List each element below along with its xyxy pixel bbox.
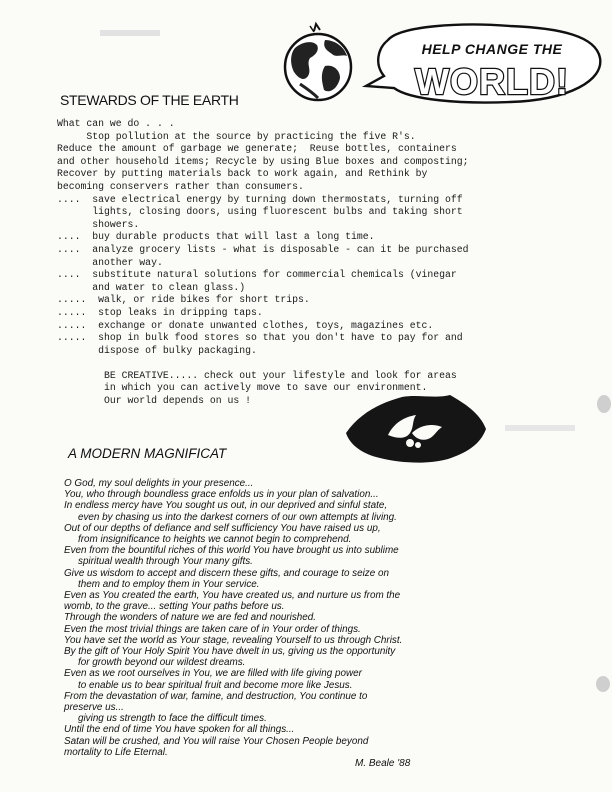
body-line: .... substitute natural solutions for commercial chemicals (vinegar — [57, 269, 457, 281]
body-line: .... analyze grocery lists - what is disposable - can it be purchased — [57, 243, 469, 255]
body-line: and water to clean glass.) — [57, 281, 246, 293]
poem-line: You have set the world as Your stage, revealing Yourself to us through Christ. — [64, 634, 403, 646]
poem-line: Give us wisdom to accept and discern these gifts, and courage to seize on — [64, 567, 389, 579]
body-line: What can we do . . . — [57, 118, 175, 129]
poem-line: from insignificance to heights we cannot begin to comprehend. — [78, 534, 352, 546]
bleed-through-mark — [505, 425, 575, 431]
help-change-world-logo — [270, 18, 610, 114]
poem-line: Even as we root ourselves in You, we are filled with life giving power — [64, 668, 362, 680]
poem-line: Even from the bountiful riches of this world You have brought us into sublime — [64, 545, 399, 557]
body-line: Reduce the amount of garbage we generate; Reuse bottles, containers — [57, 143, 457, 155]
body-line: ..... stop leaks in dripping taps. — [57, 306, 263, 318]
holly-icon — [340, 393, 490, 465]
poem-line: O God, my soul delights in your presence... — [64, 478, 254, 489]
poem-line: preserve us... — [64, 702, 124, 714]
poem-line: In endless mercy have You sought us out, in our deprived and sinful state, — [64, 500, 388, 512]
globe-icon — [285, 24, 351, 100]
body-line: ..... shop in bulk food stores so that you don't have to pay for and — [57, 332, 463, 344]
body-line: showers. — [57, 218, 140, 230]
body-line: dispose of bulky packaging. — [57, 344, 257, 356]
logo-line1: HELP CHANGE THE — [421, 41, 563, 57]
magnificat-body — [64, 478, 584, 758]
body-line: ..... exchange or donate unwanted clothes, toys, magazines etc. — [57, 319, 434, 331]
body-line: lights, closing doors, using fluorescent bulbs and taking short — [57, 206, 463, 218]
poem-line: for growth beyond our wildest dreams. — [78, 657, 246, 669]
body-line — [57, 357, 577, 370]
poem-line: Even as You created the earth, You have created us, and nurture us from the — [64, 590, 401, 602]
body-line: ..... walk, or ride bikes for short trips. — [57, 294, 310, 306]
body-line: BE CREATIVE..... check out your lifestyle and look for areas — [57, 369, 457, 381]
poem-line: Until the end of time You have spoken for all things... — [64, 724, 295, 736]
body-line: another way. — [57, 256, 163, 268]
body-line: .... save electrical energy by turning down thermostats, turning off — [57, 193, 463, 205]
poem-line: You, who through boundless grace enfolds us in your plan of salvation... — [64, 489, 379, 501]
poem-line: giving us strength to face the difficult times. — [78, 713, 267, 725]
section-heading-magnificat: A MODERN MAGNIFICAT — [68, 446, 227, 461]
body-line: in which you can actively move to save our environment. — [57, 382, 428, 394]
poem-line: womb, to the grave... setting Your paths before us. — [64, 601, 285, 613]
scan-hole-mark — [597, 395, 611, 413]
body-line: Our world depends on us ! — [57, 395, 252, 407]
body-line: and other household items; Recycle by using Blue boxes and composting; — [57, 155, 469, 167]
poem-line: spiritual wealth through Your many gifts. — [78, 556, 253, 568]
poem-line: even by chasing us into the darkest corners of our own attempts at living. — [78, 511, 397, 523]
body-line: Recover by putting materials back to work again, and Rethink by — [57, 168, 428, 180]
poem-line: mortality to Life Eternal. — [64, 746, 168, 758]
bleed-through-mark — [100, 30, 160, 36]
poem-line: to enable us to bear spiritual fruit and become more like Jesus. — [78, 679, 353, 691]
poem-line: By the gift of Your Holy Spirit You have dwelt in us, giving us the opportunity — [64, 646, 396, 658]
section-heading-stewards: STEWARDS OF THE EARTH — [60, 92, 239, 108]
logo-line2: WORLD! — [415, 61, 569, 102]
poem-line: Out of our depths of defiance and self sufficiency You have raised us up, — [64, 522, 381, 534]
poem-line: them and to employ them in Your service. — [78, 578, 260, 590]
scan-hole-mark — [596, 676, 610, 692]
poem-line: Satan will be crushed, and You will raise Your Chosen People beyond — [64, 735, 369, 747]
poem-line: Through the wonders of nature we are fed and nourished. — [64, 612, 316, 624]
body-line: Stop pollution at the source by practicing the five R's. — [57, 130, 416, 142]
body-line: .... buy durable products that will last a long time. — [57, 231, 375, 243]
stewards-body — [57, 118, 577, 408]
poem-line: Even the most trivial things are taken care of in Your order of things. — [64, 623, 361, 635]
author-signature: M. Beale '88 — [355, 758, 411, 769]
poem-line: From the devastation of war, famine, and destruction, You continue to — [64, 690, 368, 702]
body-line: becoming conservers rather than consumers. — [57, 180, 304, 192]
